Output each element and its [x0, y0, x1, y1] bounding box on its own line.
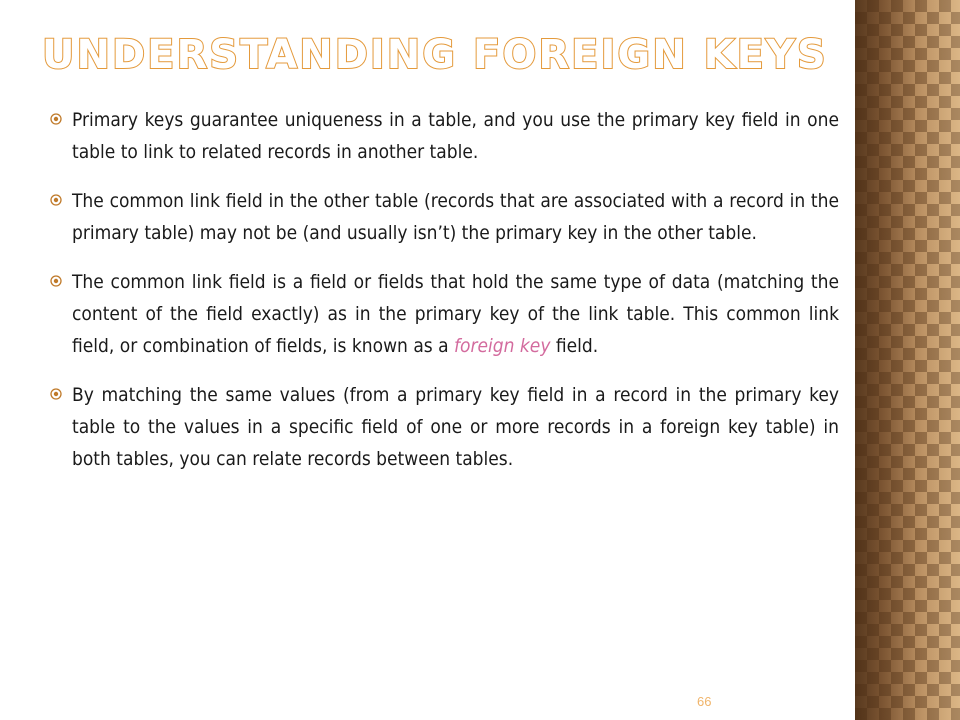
bullet-text: Primary keys guarantee uniqueness in a table, and you use the primary key field in one table to link to related records in another table. [72, 109, 839, 163]
page-number: 66 [697, 694, 712, 709]
decorative-side-panel [855, 0, 960, 720]
bullet-text: The common link field in the other table (records that are associated with a record in the primary table) may not be (and usually isn’t) the primary key in the other table. [72, 190, 839, 244]
circled-bullet-icon [50, 113, 62, 125]
bullet-item [44, 185, 839, 249]
bullet-text: By matching the same values (from a primary key field in a record in the primary key table to the values in a specific field of one or more records in a foreign key table) in both tables, you can relate records between tables. [72, 384, 839, 470]
circled-bullet-icon [50, 275, 62, 287]
bullet-text-before: The common link field is a field or fields that hold the same type of data (matching the content of the field exactly) as in the primary key of the link table. This common link field, or combination of fields, is known as a [72, 271, 839, 357]
foreign-key-term: foreign key [454, 335, 551, 357]
bullet-list [44, 104, 839, 492]
bullet-text [72, 266, 839, 362]
slide-title: UNDERSTANDING FOREIGN KEYS [42, 32, 828, 78]
bullet-item [44, 104, 839, 168]
circled-bullet-icon [50, 388, 62, 400]
bullet-text-after: field. [550, 335, 599, 357]
bullet-item [44, 266, 839, 362]
bullet-item [44, 379, 839, 475]
circled-bullet-icon [50, 194, 62, 206]
